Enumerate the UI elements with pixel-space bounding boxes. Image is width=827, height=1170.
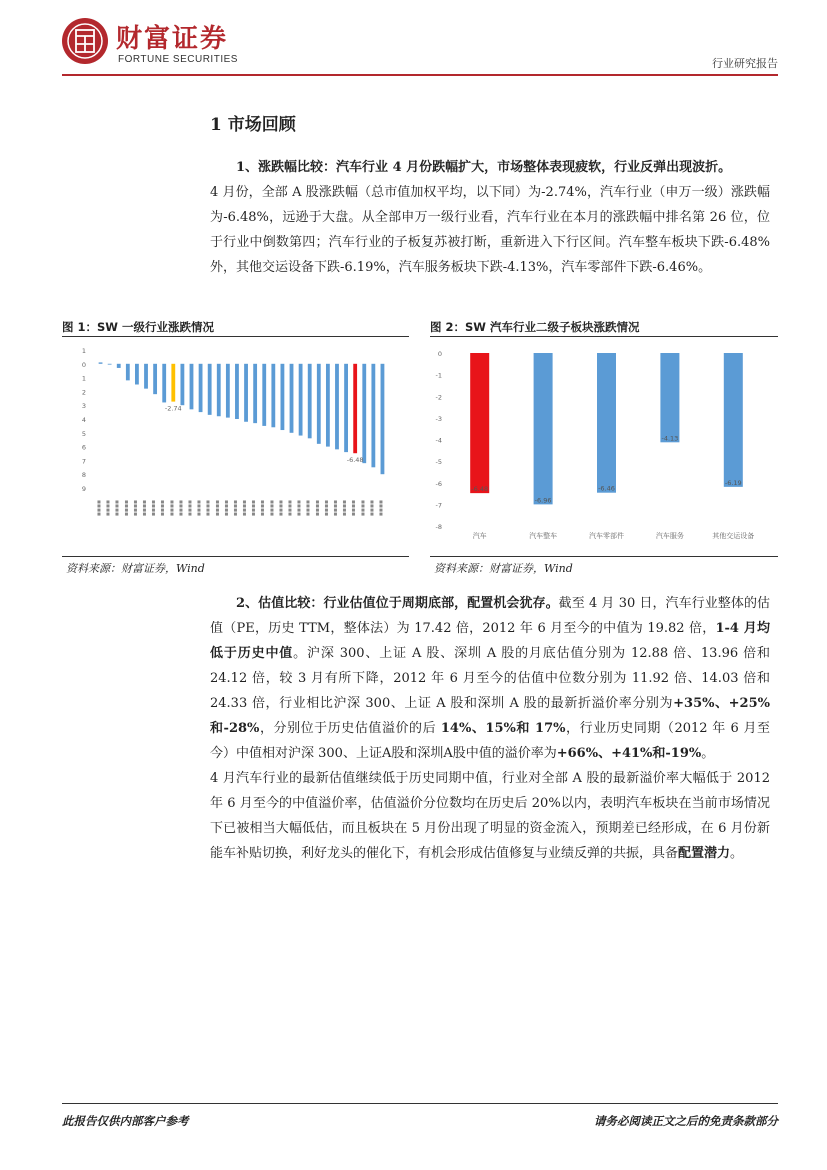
x-tick-label: ▪▪▪▪ xyxy=(186,499,194,517)
bar xyxy=(262,364,266,426)
bar-0 xyxy=(470,353,489,493)
x-tick-label: ▪▪▪▪ xyxy=(295,499,303,517)
bar xyxy=(299,364,303,436)
x-tick-label: ▪▪▪▪ xyxy=(95,499,103,517)
figure-1-source: 资料来源：财富证券，Wind xyxy=(66,562,205,575)
x-tick-label: ▪▪▪▪ xyxy=(313,499,321,517)
x-tick-label: ▪▪▪▪ xyxy=(141,499,149,517)
bar xyxy=(290,364,294,433)
x-tick-label: ▪▪▪▪ xyxy=(277,499,285,517)
data-label: -6.19 xyxy=(724,478,742,487)
company-name-cn: 财富证券 xyxy=(116,24,229,54)
bar xyxy=(335,364,339,450)
bar xyxy=(281,364,285,430)
bar xyxy=(153,364,157,394)
bar xyxy=(199,364,203,412)
y-tick-label: 1 xyxy=(81,347,86,355)
x-tick-label: ▪▪▪▪ xyxy=(159,499,167,517)
bar xyxy=(208,364,212,415)
header-divider xyxy=(62,74,778,76)
x-tick-label: ▪▪▪▪ xyxy=(168,499,176,517)
figure-1-title: 图 1：SW 一级行业涨跌情况 xyxy=(62,320,214,334)
para3-bold: 配置潜力 xyxy=(678,846,731,861)
bar-3 xyxy=(660,353,679,442)
section-title: 1 市场回顾 xyxy=(210,115,296,135)
figure-2-bottom-rule xyxy=(430,556,778,557)
para2-body3: ，分别位于历史估值溢价的后 xyxy=(259,721,441,736)
footer-divider xyxy=(62,1103,778,1104)
bar xyxy=(162,364,166,403)
category-label: 其他交运设备 xyxy=(712,532,755,540)
figure-1-bottom-rule xyxy=(62,556,409,557)
figure-1-chart xyxy=(62,340,409,552)
company-name-en: FORTUNE SECURITIES xyxy=(118,54,238,65)
y-tick-label: 0 xyxy=(81,360,86,369)
bar-1 xyxy=(534,353,553,504)
category-label: 汽车服务 xyxy=(655,532,684,540)
bar xyxy=(108,364,112,365)
x-tick-label: ▪▪▪▪ xyxy=(150,499,158,517)
para2-body4: ，行业历史同期（2012 年 6 月至今）中值相对沪深 300、上证A股和深圳A股中值的溢价率为 xyxy=(210,721,771,761)
y-tick-label: -4 xyxy=(435,436,442,445)
x-tick-label: ▪▪▪▪ xyxy=(377,499,385,517)
category-label: 汽车整车 xyxy=(529,532,558,540)
x-tick-label: ▪▪▪▪ xyxy=(368,499,376,517)
x-tick-label: ▪▪▪▪ xyxy=(113,499,121,517)
para2-bold2: +35%、+25%和-28% xyxy=(210,696,770,736)
y-tick-label: -5 xyxy=(435,458,442,467)
x-tick-label: ▪▪▪▪ xyxy=(177,499,185,517)
para2-body2: 。沪深 300、上证 A 股、深圳 A 股的月底估值分别为 12.88 倍、13.96 倍和 24.12 倍，较 3 月有所下降，2012 年 6 月至今的估值中位数分别为 11.92 倍、14.03 倍和 24.33 倍，行业相比沪深 300、上证 A 股和深圳 A 股的最新折溢价率分别为 xyxy=(210,646,770,711)
bar xyxy=(271,364,275,427)
x-tick-label: ▪▪▪▪ xyxy=(259,499,267,517)
bar xyxy=(381,364,385,474)
x-tick-label: ▪▪▪▪ xyxy=(341,499,349,517)
bar xyxy=(344,364,348,452)
page-header xyxy=(62,18,778,76)
report-type: 行业研究报告 xyxy=(712,57,778,70)
bar xyxy=(135,364,139,385)
data-label: -4.13 xyxy=(661,434,679,443)
x-tick-label: ▪▪▪▪ xyxy=(122,499,130,517)
bar xyxy=(326,364,330,447)
para2-bold1: 1-4 月均低于历史中值 xyxy=(210,621,770,661)
seal-icon xyxy=(62,18,108,64)
x-tick-label: ▪▪▪▪ xyxy=(322,499,330,517)
bar xyxy=(99,362,103,363)
y-tick-label: 9 xyxy=(81,485,86,493)
data-label-all-a: -2.74 xyxy=(164,404,182,413)
x-tick-label: ▪▪▪▪ xyxy=(222,499,230,517)
figure-2-top-rule xyxy=(430,336,778,337)
para2-bold4: +66%、+41%和-19% xyxy=(556,746,702,761)
bar xyxy=(253,364,257,423)
figure-1-top-rule xyxy=(62,336,409,337)
data-label: -6.96 xyxy=(534,496,552,505)
para2-bold3: 14%、15%和 17% xyxy=(440,721,566,736)
para1-body: 4 月份，全部 A 股涨跌幅（总市值加权平均，以下同）为-2.74%，汽车行业（申万一级）涨跌幅为-6.48%，远逊于大盘。从全部申万一级行业看，汽车行业在本月的涨跌幅中排名第 26 位，位于行业中倒数第四；汽车行业的子板复苏被打断，重新进入下行区间。汽车整车板块下跌-6.48%外，其他交运设备下跌-6.19%，汽车服务板块下跌-4.13%，汽车零部件下跌-6.46%。 xyxy=(210,185,770,275)
y-tick-label: 0 xyxy=(437,350,442,358)
bar xyxy=(190,364,194,410)
bar xyxy=(308,364,312,439)
company-logo-seal xyxy=(62,18,108,64)
x-tick-label: ▪▪▪▪ xyxy=(286,499,294,517)
y-tick-label: 5 xyxy=(81,429,86,438)
bar xyxy=(371,364,375,468)
data-label: -6.48 xyxy=(471,485,489,494)
paragraph-1 xyxy=(210,155,770,280)
figure-2-chart xyxy=(430,340,778,552)
y-tick-label: 3 xyxy=(81,402,86,411)
data-label: -6.46 xyxy=(598,484,615,493)
x-tick-label: ▪▪▪▪ xyxy=(241,499,249,517)
bar xyxy=(362,364,366,463)
bar xyxy=(244,364,248,422)
y-tick-label: 4 xyxy=(81,416,86,424)
x-tick-label: ▪▪▪▪ xyxy=(359,499,367,517)
x-tick-label: ▪▪▪▪ xyxy=(213,499,221,517)
para3-body: 4 月汽车行业的最新估值继续低于历史同期中值，行业对全部 A 股的最新溢价率大幅低于 2012 年 6 月至今的中值溢价率，估值溢价分位数均在历史后 20%以内，表明汽车板块在当前市场情况下已被相当大幅低估，而且板块在 5 月份出现了明显的资金流入，预期差已经形成，在 6 月份新能车补贴切换，利好龙头的催化下，有机会形成估值修复与业绩反弹的共振，具备 xyxy=(210,771,770,861)
y-tick-label: -2 xyxy=(435,393,442,402)
y-tick-label: -7 xyxy=(435,501,442,510)
bar xyxy=(171,364,175,402)
y-tick-label: 2 xyxy=(81,388,86,397)
y-tick-label: 8 xyxy=(81,471,86,480)
bar-2 xyxy=(597,353,616,493)
bar xyxy=(144,364,148,389)
x-tick-label: ▪▪▪▪ xyxy=(331,499,339,517)
x-tick-label: ▪▪▪▪ xyxy=(268,499,276,517)
y-tick-label: -6 xyxy=(435,479,442,488)
para3-end: 。 xyxy=(730,846,744,861)
para2-lead: 2、估值比较：行业估值位于周期底部，配置机会犹存。 xyxy=(236,596,559,611)
x-tick-label: ▪▪▪▪ xyxy=(231,499,239,517)
x-tick-label: ▪▪▪▪ xyxy=(131,499,139,517)
category-label: 汽车 xyxy=(472,532,487,540)
y-tick-label: 7 xyxy=(81,457,86,466)
category-label: 汽车零部件 xyxy=(589,532,624,540)
footer-disclaimer-left: 此报告仅供内部客户参考 xyxy=(62,1114,189,1128)
bar-4 xyxy=(724,353,743,487)
footer-disclaimer-right: 请务必阅读正文之后的免责条款部分 xyxy=(594,1114,778,1128)
y-tick-label: -3 xyxy=(435,414,442,423)
x-tick-label: ▪▪▪▪ xyxy=(104,499,112,517)
figure-2-title: 图 2：SW 汽车行业二级子板块涨跌情况 xyxy=(430,320,640,334)
bar xyxy=(126,364,130,381)
bar xyxy=(180,364,184,405)
bar xyxy=(353,364,357,453)
para2-body5: 。 xyxy=(701,746,715,761)
y-tick-label: 1 xyxy=(81,374,86,383)
bar xyxy=(235,364,239,419)
x-tick-label: ▪▪▪▪ xyxy=(250,499,258,517)
y-tick-label: 6 xyxy=(81,443,86,452)
x-tick-label: ▪▪▪▪ xyxy=(204,499,212,517)
x-tick-label: ▪▪▪▪ xyxy=(195,499,203,517)
x-tick-label: ▪▪▪▪ xyxy=(350,499,358,517)
bar xyxy=(317,364,321,444)
y-tick-label: -8 xyxy=(435,523,442,531)
para1-lead: 1、涨跌幅比较：汽车行业 4 月份跌幅扩大，市场整体表现疲软，行业反弹出现波折。 xyxy=(236,160,732,175)
y-tick-label: -1 xyxy=(435,371,442,380)
para2-body1: 截至 4 月 30 日，汽车行业整体的估值（PE，历史 TTM，整体法）为 17.42 倍，2012 年 6 月至今的中值为 19.82 倍， xyxy=(210,596,771,636)
bar xyxy=(226,364,230,418)
bar xyxy=(217,364,221,416)
x-tick-label: ▪▪▪▪ xyxy=(304,499,312,517)
paragraph-2 xyxy=(210,591,770,866)
bar xyxy=(117,364,121,368)
figure-2-source: 资料来源：财富证券，Wind xyxy=(434,562,573,575)
data-label-auto: -6.48 xyxy=(346,456,364,465)
